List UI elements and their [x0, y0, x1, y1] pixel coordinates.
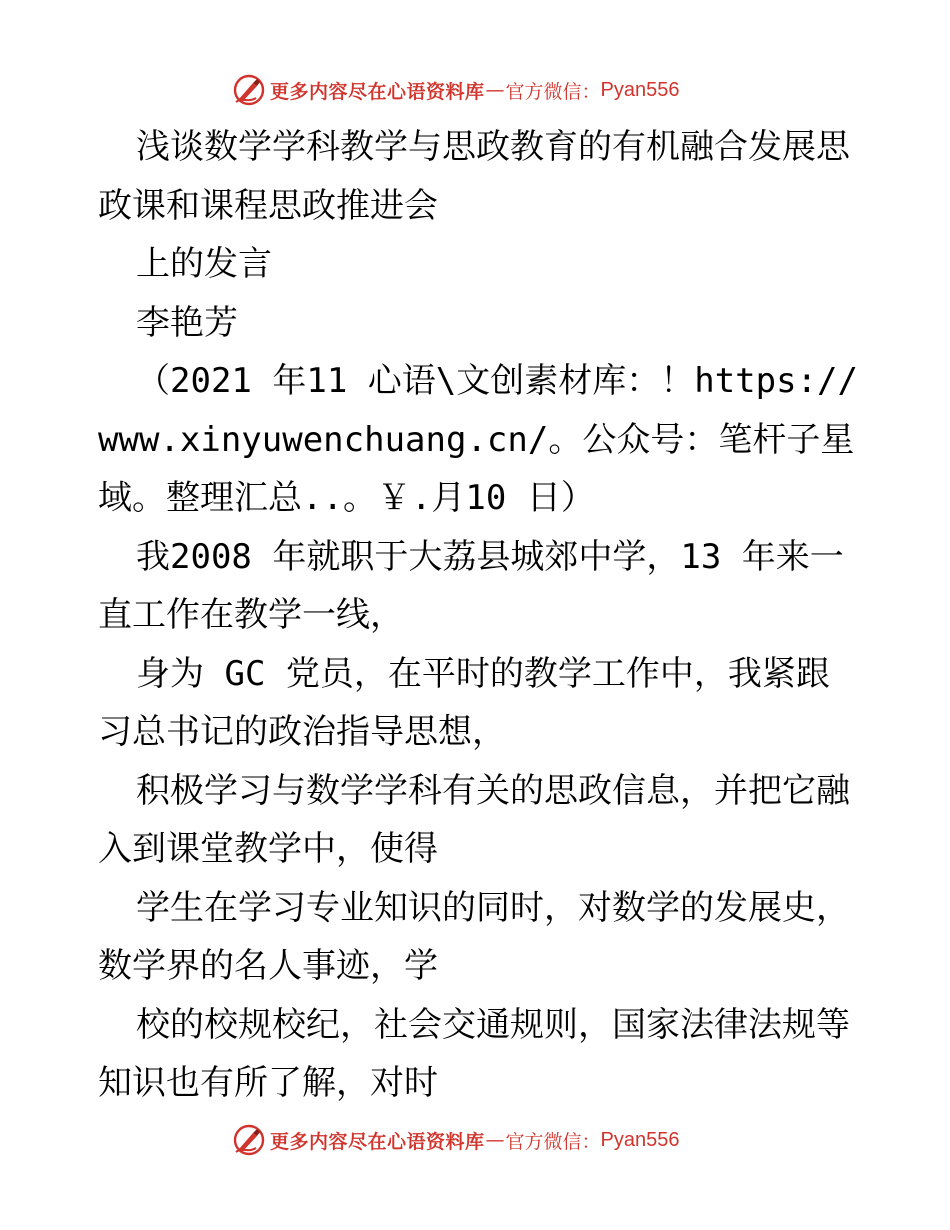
banner-wechat-id: Pyan556	[600, 1128, 680, 1151]
banner-dash: —	[485, 1129, 505, 1151]
body-paragraph: 学生在学习专业知识的同时，对数学的发展史，数学界的名人事迹，学	[98, 887, 850, 986]
body-paragraph: 积极学习与数学学科有关的思政信息，并把它融入到课堂教学中，使得	[98, 770, 850, 869]
pen-logo-icon	[232, 1123, 266, 1157]
header-watermark-banner	[232, 72, 680, 108]
banner-wechat-label: 官方微信：	[505, 80, 601, 103]
document-title: 浅谈数学学科教学与思政教育的有机融合发展思政课和课程思政推进会	[98, 127, 850, 226]
document-body	[98, 118, 858, 1113]
footer-watermark-banner	[232, 1122, 680, 1158]
banner-wechat-label: 官方微信：	[505, 1130, 601, 1153]
pen-logo-icon	[232, 73, 266, 107]
date-source-line: （2021 年11 心语\文创素材库：！https://www.xinyuwenchuang.cn/。公众号：笔杆子星域。整理汇总..。￥.月10 日）	[98, 361, 858, 518]
body-paragraph: 校的校规校纪，社会交通规则，国家法律法规等知识也有所了解，对时	[98, 1004, 850, 1103]
title-continuation: 上的发言	[136, 244, 272, 284]
body-paragraph: 身为 GC 党员，在平时的教学工作中，我紧跟习总书记的政治指导思想，	[98, 653, 830, 752]
author-name: 李艳芳	[136, 302, 238, 343]
banner-wechat-id: Pyan556	[600, 78, 680, 101]
banner-site-name: 更多内容尽在心语资料库	[270, 80, 485, 103]
body-paragraph: 我2008 年就职于大荔县城郊中学，13 年来一直工作在教学一线，	[98, 536, 844, 635]
banner-dash: —	[485, 79, 505, 101]
banner-site-name: 更多内容尽在心语资料库	[270, 1130, 485, 1153]
